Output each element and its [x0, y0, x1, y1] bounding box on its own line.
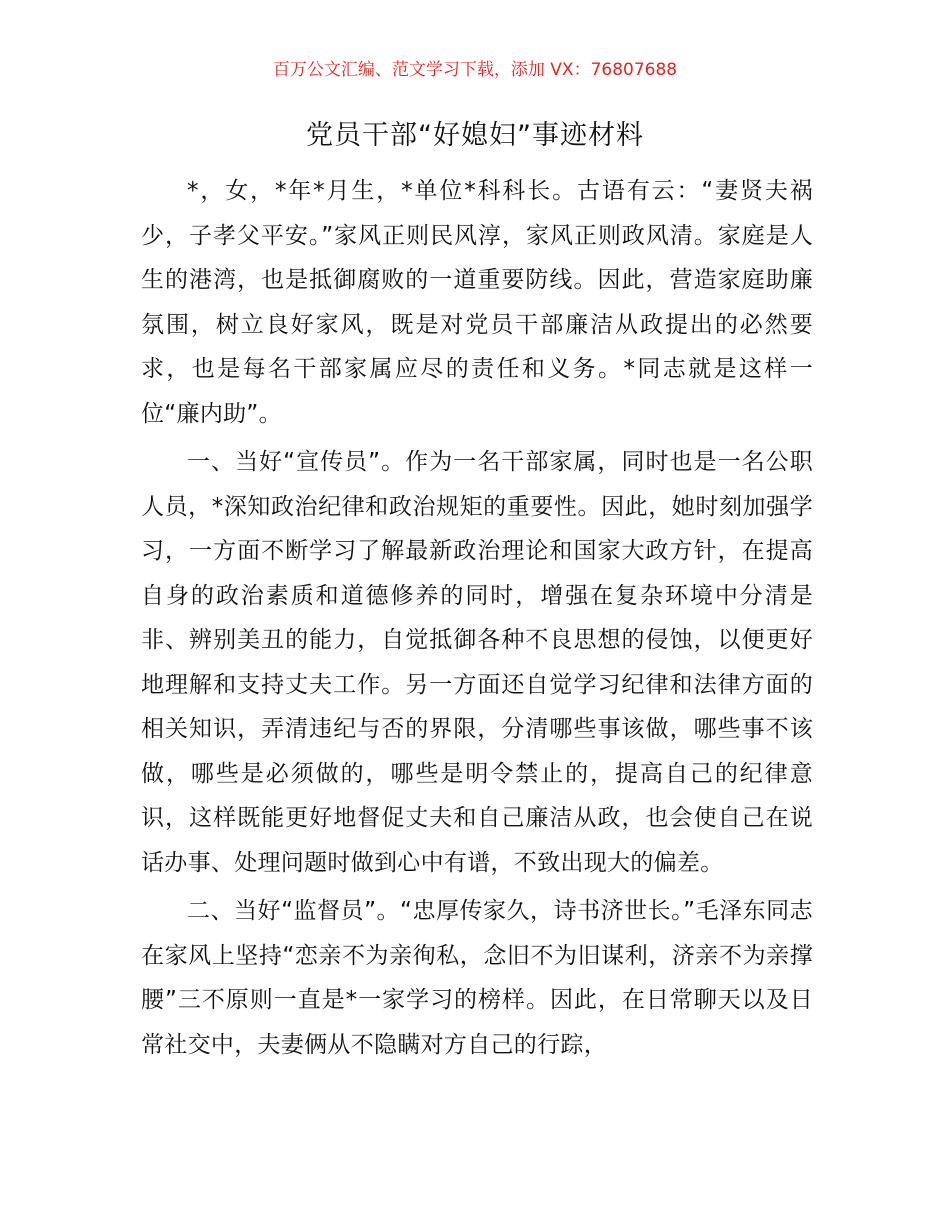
download-banner: 百万公文汇编、范文学习下载，添加 VX：76807688: [272, 60, 678, 80]
paragraph-publicist: 一、当好“宣传员”。作为一名干部家属，同时也是一名公职人员，*深知政治纪律和政治规矩的重要性。因此，她时刻加强学习，一方面不断学习了解最新政治理论和国家大政方针，在提高自身的政治素质和道德修养的同时，增强在复杂环境中分清是非、辨别美丑的能力，自觉抵御各种不良思想的侵蚀，以便更好地理解和支持丈夫工作。另一方面还自觉学习纪律和法律方面的相关知识，弄清违纪与否的界限，分清哪些事该做，哪些事不该做，哪些是必须做的，哪些是明令禁止的，提高自己的纪律意识，这样既能更好地督促丈夫和自己廉洁从政，也会使自己在说话办事、处理问题时做到心中有谱，不致出现大的偏差。: [141, 449, 813, 876]
paragraph-supervisor: 二、当好“监督员”。“忠厚传家久，诗书济世长。”毛泽东同志在家风上坚持“恋亲不为亲徇私，念旧不为旧谋利，济亲不为亲撑腰”三不原则一直是*一家学习的榜样。因此，在日常聊天以及日常社交中，夫妻俩从不隐瞒对方自己的行踪，: [141, 898, 813, 1058]
document-body: [141, 169, 813, 1067]
document-title: 党员干部“好媳妇”事迹材料: [306, 120, 644, 151]
paragraph-intro: *，女，*年*月生，*单位*科科长。古语有云：“妻贤夫祸少，子孝父平安。”家风正则民风淳，家风正则政风清。家庭是人生的港湾，也是抵御腐败的一道重要防线。因此，营造家庭助廉氛围，树立良好家风，既是对党员干部廉洁从政提出的必然要求，也是每名干部家属应尽的责任和义务。*同志就是这样一位“廉内助”。: [141, 178, 813, 427]
